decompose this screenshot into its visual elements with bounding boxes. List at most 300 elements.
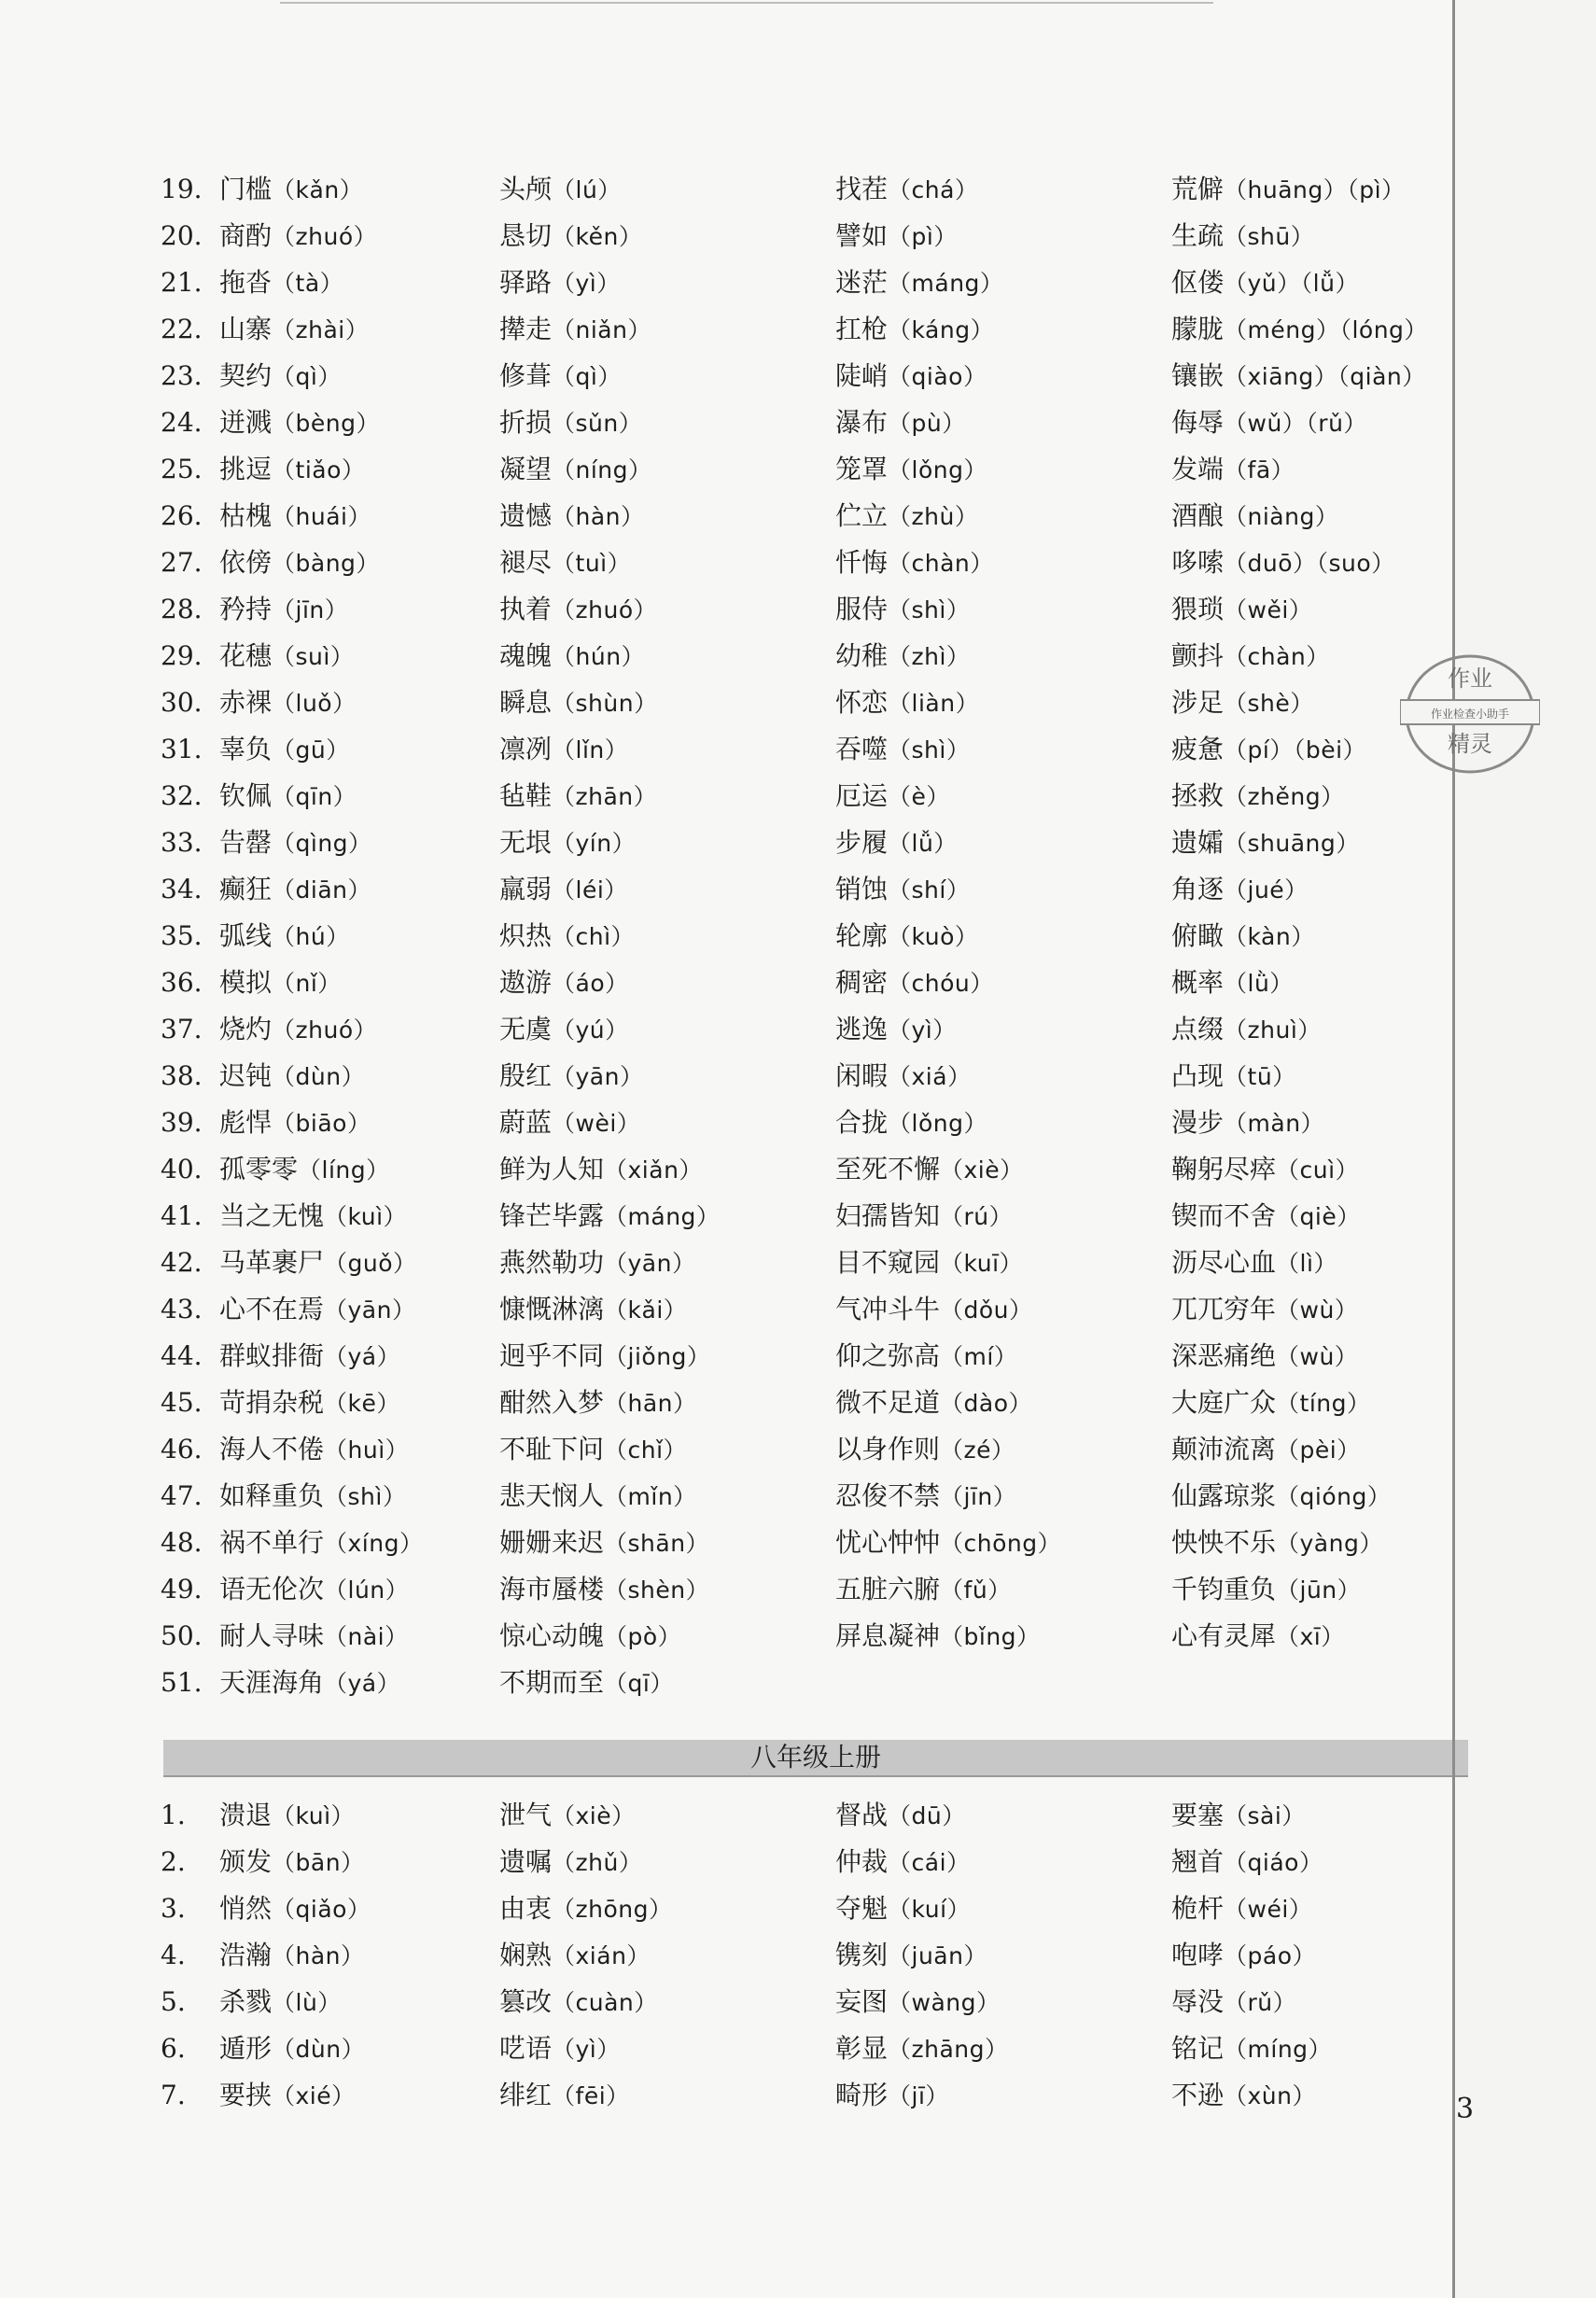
pinyin: （jiǒng） bbox=[604, 1343, 711, 1370]
pinyin: （xiǎn） bbox=[604, 1156, 703, 1184]
pinyin: （suì） bbox=[272, 643, 355, 670]
vocab-entry bbox=[219, 306, 369, 354]
vocab-entry bbox=[1171, 1426, 1361, 1474]
vocab-entry bbox=[219, 1053, 365, 1100]
row-number: 35. bbox=[161, 920, 203, 951]
pinyin: （lǚ） bbox=[888, 830, 958, 857]
pinyin: （qiáo） bbox=[1224, 1849, 1323, 1876]
vocab-word: 鞠躬尽瘁 bbox=[1171, 1154, 1277, 1184]
vocab-entry bbox=[1171, 1979, 1296, 2026]
vocab-entry bbox=[835, 399, 966, 447]
vocab-word: 生疏 bbox=[1171, 220, 1225, 251]
pinyin: （tuì） bbox=[552, 550, 632, 577]
vocab-word: 迥乎不同 bbox=[499, 1340, 605, 1371]
vocab-word: 桅杆 bbox=[1171, 1893, 1225, 1924]
vocab-word: 山寨 bbox=[219, 314, 273, 344]
pinyin: （yú） bbox=[552, 1016, 629, 1044]
pinyin: （yān） bbox=[324, 1296, 416, 1324]
vocab-word: 伛偻 bbox=[1171, 267, 1225, 298]
pinyin: （kuì） bbox=[272, 1802, 356, 1829]
pinyin: （qī） bbox=[604, 1670, 674, 1697]
vocab-word: 溃退 bbox=[219, 1800, 273, 1830]
vocab-word: 夺魁 bbox=[835, 1893, 889, 1924]
vocab-word: 至死不懈 bbox=[835, 1154, 941, 1184]
row-number: 7. bbox=[161, 2080, 186, 2110]
vocab-word: 心有灵犀 bbox=[1171, 1620, 1277, 1651]
pinyin: （mí） bbox=[940, 1343, 1018, 1370]
vocab-entry bbox=[499, 1333, 710, 1380]
vocab-word: 怏怏不乐 bbox=[1171, 1527, 1277, 1558]
pinyin: （pí）（bèi） bbox=[1224, 736, 1367, 764]
vocab-entry bbox=[1171, 1932, 1316, 1980]
row-number: 26. bbox=[161, 500, 203, 531]
vocab-entry bbox=[219, 960, 342, 1007]
pinyin: （wǔ）（rǔ） bbox=[1224, 410, 1367, 437]
pinyin: （zhuì） bbox=[1224, 1016, 1322, 1044]
pinyin: （lǐn） bbox=[552, 736, 629, 764]
pinyin: （shān） bbox=[604, 1530, 710, 1557]
vocab-entry bbox=[1171, 1839, 1323, 1886]
vocab-word: 修葺 bbox=[499, 360, 553, 391]
vocab-entry bbox=[219, 259, 343, 307]
vocab-word: 不逊 bbox=[1171, 2080, 1225, 2110]
homework-stamp-logo bbox=[1400, 644, 1540, 784]
pinyin: （zhāng） bbox=[888, 2036, 1009, 2063]
row-number: 22. bbox=[161, 314, 203, 344]
top-rule bbox=[280, 2, 1213, 4]
pinyin: （kuí） bbox=[888, 1896, 972, 1923]
pinyin: （bǐng） bbox=[940, 1623, 1041, 1650]
vocab-entry bbox=[1171, 1100, 1324, 1147]
vocab-entry bbox=[219, 1286, 415, 1334]
vocab-word: 酣然入梦 bbox=[499, 1387, 605, 1418]
vocab-entry bbox=[1171, 820, 1360, 867]
pinyin: （hú） bbox=[272, 923, 350, 950]
vocab-word: 篡改 bbox=[499, 1986, 553, 2017]
row-number: 44. bbox=[161, 1340, 203, 1371]
vocab-entry bbox=[219, 1333, 400, 1380]
pinyin: （bān） bbox=[272, 1849, 365, 1876]
pinyin: （yān） bbox=[552, 1063, 644, 1090]
pinyin: （gū） bbox=[272, 736, 350, 764]
vocab-word: 忧心忡忡 bbox=[835, 1527, 941, 1558]
pinyin: （tū） bbox=[1224, 1063, 1296, 1090]
vocab-word: 妄图 bbox=[835, 1986, 889, 2017]
stamp-top-text: 作业 bbox=[1448, 666, 1492, 692]
vocab-word: 深恶痛绝 bbox=[1171, 1340, 1277, 1371]
vocab-word: 呓语 bbox=[499, 2033, 553, 2064]
pinyin: （shì） bbox=[888, 596, 971, 624]
stamp-middle-text: 作业检查小助手 bbox=[1430, 708, 1510, 721]
vocab-word: 妇孺皆知 bbox=[835, 1200, 941, 1231]
row-number: 4. bbox=[161, 1940, 186, 1970]
vocab-entry bbox=[499, 913, 635, 960]
vocab-word: 瀑布 bbox=[835, 407, 889, 438]
vocab-entry bbox=[219, 1613, 409, 1660]
row-number: 47. bbox=[161, 1480, 203, 1511]
vocab-word: 悄然 bbox=[219, 1893, 273, 1924]
vocab-entry bbox=[499, 1193, 720, 1240]
vocab-word: 怀恋 bbox=[835, 687, 889, 718]
vocab-entry bbox=[835, 1932, 987, 1980]
pinyin: （lú） bbox=[552, 176, 622, 203]
vocab-entry bbox=[835, 353, 987, 400]
pinyin: （lǒng） bbox=[888, 456, 987, 483]
pinyin: （pò） bbox=[604, 1623, 682, 1650]
vocab-word: 折损 bbox=[499, 407, 553, 438]
row-number: 41. bbox=[161, 1200, 203, 1231]
vocab-entry bbox=[219, 1839, 365, 1886]
row-number: 2. bbox=[161, 1846, 186, 1877]
vocab-entry bbox=[219, 1100, 371, 1147]
vocab-word: 遗憾 bbox=[499, 500, 553, 531]
vocab-word: 疲惫 bbox=[1171, 734, 1225, 764]
pinyin: （wàng） bbox=[888, 1989, 1001, 2016]
vocab-entry bbox=[499, 1380, 697, 1427]
vocab-word: 发端 bbox=[1171, 454, 1225, 484]
vocab-entry bbox=[1171, 773, 1345, 820]
row-number: 39. bbox=[161, 1107, 203, 1138]
pinyin: （dū） bbox=[888, 1802, 966, 1829]
vocab-entry bbox=[219, 1426, 409, 1474]
pinyin: （máng） bbox=[888, 270, 1004, 297]
vocab-entry bbox=[1171, 213, 1314, 260]
vocab-entry bbox=[1171, 446, 1295, 494]
pinyin: （zhěng） bbox=[1224, 783, 1345, 810]
pinyin: （níng） bbox=[552, 456, 652, 483]
vocab-word: 撵走 bbox=[499, 314, 553, 344]
vocab-entry bbox=[835, 773, 950, 820]
vocab-word: 绯红 bbox=[499, 2080, 553, 2110]
vocab-entry bbox=[1171, 1193, 1361, 1240]
vocab-entry bbox=[499, 1520, 709, 1567]
pinyin: （méng）（lóng） bbox=[1224, 316, 1428, 343]
vocab-word: 涉足 bbox=[1171, 687, 1225, 718]
vocab-word: 遨游 bbox=[499, 967, 553, 998]
vocab-entry bbox=[835, 1839, 971, 1886]
pinyin: （qiǎo） bbox=[272, 1896, 371, 1923]
pinyin: （qìng） bbox=[272, 830, 372, 857]
pinyin: （zhài） bbox=[272, 316, 370, 343]
vocab-word: 苛捐杂税 bbox=[219, 1387, 325, 1418]
vocab-word: 祸不单行 bbox=[219, 1527, 325, 1558]
pinyin: （liàn） bbox=[888, 690, 980, 717]
pinyin: （hàn） bbox=[272, 1942, 365, 1969]
vocab-word: 朦胧 bbox=[1171, 314, 1225, 344]
vocab-entry bbox=[499, 1932, 651, 1980]
pinyin: （huái） bbox=[272, 503, 371, 530]
row-number: 32. bbox=[161, 780, 203, 811]
vocab-word: 鲜为人知 bbox=[499, 1154, 605, 1184]
pinyin: （chàn） bbox=[1224, 643, 1330, 670]
vocab-word: 凸现 bbox=[1171, 1060, 1225, 1091]
pinyin: （míng） bbox=[1224, 2036, 1333, 2063]
vocab-entry bbox=[835, 1240, 1023, 1287]
pinyin: （fēi） bbox=[552, 2082, 630, 2109]
vocab-entry bbox=[1171, 2072, 1316, 2120]
pinyin: （wěi） bbox=[1224, 596, 1313, 624]
vocab-word: 伫立 bbox=[835, 500, 889, 531]
vocab-word: 彪悍 bbox=[219, 1107, 273, 1138]
pinyin: （zhǔ） bbox=[552, 1849, 643, 1876]
vocab-word: 翘首 bbox=[1171, 1846, 1225, 1877]
pinyin: （máng） bbox=[604, 1203, 721, 1230]
vocab-entry bbox=[835, 1286, 1033, 1334]
row-number: 31. bbox=[161, 734, 203, 764]
vocab-word: 迷茫 bbox=[835, 267, 889, 298]
vocab-entry bbox=[219, 866, 371, 914]
vocab-entry bbox=[219, 820, 372, 867]
pinyin: （pù） bbox=[888, 410, 966, 437]
pinyin: （chì） bbox=[552, 923, 636, 950]
vocab-word: 目不窥园 bbox=[835, 1247, 941, 1278]
vocab-word: 遗孀 bbox=[1171, 827, 1225, 858]
vocab-entry bbox=[499, 1053, 643, 1100]
vocab-word: 娴熟 bbox=[499, 1940, 553, 1970]
pinyin: （bàng） bbox=[272, 550, 380, 577]
row-number: 38. bbox=[161, 1060, 203, 1091]
vocab-word: 不期而至 bbox=[499, 1667, 605, 1698]
pinyin: （jīn） bbox=[940, 1483, 1017, 1510]
row-number: 29. bbox=[161, 640, 203, 671]
pinyin: （kǎn） bbox=[272, 176, 364, 203]
vocab-entry bbox=[499, 446, 652, 494]
pinyin: （lún） bbox=[324, 1576, 410, 1604]
vocab-word: 姗姗来迟 bbox=[499, 1527, 605, 1558]
pinyin: （niàng） bbox=[1224, 503, 1339, 530]
vocab-word: 咆哮 bbox=[1171, 1940, 1225, 1970]
pinyin: （guǒ） bbox=[324, 1250, 417, 1277]
vocab-word: 魂魄 bbox=[499, 640, 553, 671]
vocab-word: 镌刻 bbox=[835, 1940, 889, 1970]
vocab-word: 花穗 bbox=[219, 640, 273, 671]
vocab-word: 锋芒毕露 bbox=[499, 1200, 605, 1231]
pinyin: （rǔ） bbox=[1224, 1989, 1297, 2016]
vocab-entry bbox=[835, 820, 958, 867]
vocab-word: 恳切 bbox=[499, 220, 553, 251]
vocab-word: 泄气 bbox=[499, 1800, 553, 1830]
row-number: 46. bbox=[161, 1434, 203, 1464]
vocab-entry bbox=[499, 1566, 709, 1614]
vocab-word: 凝望 bbox=[499, 454, 553, 484]
vocab-entry bbox=[499, 213, 642, 260]
vocab-entry bbox=[499, 2072, 630, 2120]
vocab-word: 扛枪 bbox=[835, 314, 889, 344]
pinyin: （qì） bbox=[272, 363, 342, 390]
pinyin: （xùn） bbox=[1224, 2082, 1317, 2109]
vocab-word: 孤零零 bbox=[219, 1154, 299, 1184]
pinyin: （duō）（suo） bbox=[1224, 550, 1395, 577]
vocab-entry bbox=[835, 866, 970, 914]
row-number: 20. bbox=[161, 220, 203, 251]
vocab-word: 惊心动魄 bbox=[499, 1620, 605, 1651]
vocab-word: 颤抖 bbox=[1171, 640, 1225, 671]
vocab-entry bbox=[835, 1885, 971, 1933]
vocab-word: 迸溅 bbox=[219, 407, 273, 438]
vocab-word: 挑逗 bbox=[219, 454, 273, 484]
pinyin: （lì） bbox=[1276, 1250, 1337, 1277]
vocab-entry bbox=[835, 586, 970, 634]
vocab-entry bbox=[1171, 2025, 1332, 2073]
pinyin: （nài） bbox=[324, 1623, 409, 1650]
pinyin: （kǎi） bbox=[604, 1296, 688, 1324]
vocab-entry bbox=[499, 726, 628, 774]
vocab-entry bbox=[219, 1885, 371, 1933]
vocab-word: 褪尽 bbox=[499, 547, 553, 578]
vocab-entry bbox=[219, 1006, 377, 1054]
vocab-entry bbox=[219, 913, 350, 960]
row-number: 19. bbox=[161, 174, 203, 204]
vocab-entry bbox=[835, 913, 978, 960]
stamp-bottom-text: 精灵 bbox=[1448, 731, 1492, 757]
vocab-entry bbox=[219, 353, 342, 400]
pinyin: （cuàn） bbox=[552, 1989, 658, 2016]
pinyin: （kuī） bbox=[940, 1250, 1024, 1277]
pinyin: （yān） bbox=[604, 1250, 696, 1277]
vocab-word: 以身作则 bbox=[835, 1434, 941, 1464]
vocab-word: 忍俊不禁 bbox=[835, 1480, 941, 1511]
pinyin: （màn） bbox=[1224, 1110, 1325, 1137]
vocab-word: 厄运 bbox=[835, 780, 889, 811]
pinyin: （zhān） bbox=[552, 783, 658, 810]
vocab-word: 千钧重负 bbox=[1171, 1574, 1277, 1604]
vocab-word: 矜持 bbox=[219, 594, 273, 624]
vocab-entry bbox=[219, 1792, 355, 1840]
vocab-entry bbox=[835, 1792, 966, 1840]
pinyin: （sài） bbox=[1224, 1802, 1306, 1829]
pinyin: （kěn） bbox=[552, 223, 643, 250]
vocab-word: 执着 bbox=[499, 594, 553, 624]
pinyin: （biāo） bbox=[272, 1110, 371, 1137]
pinyin: （jīn） bbox=[272, 596, 349, 624]
vocab-word: 慷慨淋漓 bbox=[499, 1294, 605, 1324]
pinyin: （shí） bbox=[888, 876, 971, 904]
page-number: 3 bbox=[1456, 2093, 1475, 2125]
pinyin: （wù） bbox=[1276, 1296, 1359, 1324]
vocab-word: 不耻下问 bbox=[499, 1434, 605, 1464]
vocab-entry bbox=[1171, 353, 1426, 400]
pinyin: （zhuó） bbox=[272, 1016, 378, 1044]
pinyin: （yín） bbox=[552, 830, 637, 857]
vocab-entry bbox=[835, 1979, 1001, 2026]
pinyin: （léi） bbox=[552, 876, 628, 904]
vocab-entry bbox=[835, 1100, 987, 1147]
vocab-entry bbox=[835, 1473, 1016, 1520]
vocab-entry bbox=[835, 1426, 1015, 1474]
vocab-word: 海市蜃楼 bbox=[499, 1574, 605, 1604]
vocab-word: 步履 bbox=[835, 827, 889, 858]
vocab-word: 殷红 bbox=[499, 1060, 553, 1091]
pinyin: （pì） bbox=[888, 223, 958, 250]
vocab-word: 酒酿 bbox=[1171, 500, 1225, 531]
row-number: 24. bbox=[161, 407, 203, 438]
vocab-word: 忏悔 bbox=[835, 547, 889, 578]
vocab-entry bbox=[499, 1146, 703, 1194]
vocab-word: 合拢 bbox=[835, 1107, 889, 1138]
row-number: 6. bbox=[161, 2033, 186, 2064]
vocab-entry bbox=[219, 1520, 423, 1567]
pinyin: （luǒ） bbox=[272, 690, 357, 717]
vocab-word: 遁形 bbox=[219, 2033, 273, 2064]
vocab-word: 气冲斗牛 bbox=[835, 1294, 941, 1324]
pinyin: （chá） bbox=[888, 176, 979, 203]
pinyin: （yǔ）（lǚ） bbox=[1224, 270, 1359, 297]
vocab-word: 烧灼 bbox=[219, 1014, 273, 1044]
vocab-entry bbox=[1171, 1473, 1391, 1520]
vocab-entry bbox=[219, 1193, 407, 1240]
vocab-entry bbox=[499, 1792, 636, 1840]
vocab-entry bbox=[1171, 680, 1314, 727]
pinyin: （hān） bbox=[604, 1390, 697, 1417]
vocab-entry bbox=[219, 446, 365, 494]
vocab-word: 头颅 bbox=[499, 174, 553, 204]
vocab-word: 当之无愧 bbox=[219, 1200, 325, 1231]
vocab-word: 契约 bbox=[219, 360, 273, 391]
pinyin: （zhuó） bbox=[552, 596, 658, 624]
vocab-entry bbox=[835, 1146, 1024, 1194]
vocab-entry bbox=[1171, 586, 1312, 634]
row-number: 28. bbox=[161, 594, 203, 624]
pinyin: （yá） bbox=[324, 1343, 401, 1370]
vocab-word: 侮辱 bbox=[1171, 407, 1225, 438]
vocab-word: 五脏六腑 bbox=[835, 1574, 941, 1604]
vocab-entry bbox=[219, 399, 380, 447]
vocab-word: 凛冽 bbox=[499, 734, 553, 764]
vocab-entry bbox=[835, 2072, 949, 2120]
vocab-word: 辜负 bbox=[219, 734, 273, 764]
pinyin: （qì） bbox=[552, 363, 622, 390]
vocab-word: 屏息凝神 bbox=[835, 1620, 941, 1651]
vocab-word: 拖沓 bbox=[219, 267, 273, 298]
pinyin: （xiè） bbox=[552, 1802, 636, 1829]
vocab-entry bbox=[1171, 960, 1294, 1007]
pinyin: （rú） bbox=[940, 1203, 1014, 1230]
vocab-word: 迟钝 bbox=[219, 1060, 273, 1091]
vocab-entry bbox=[219, 1146, 390, 1194]
vocab-entry bbox=[219, 633, 354, 680]
vocab-word: 颁发 bbox=[219, 1846, 273, 1877]
vocab-entry bbox=[499, 493, 645, 540]
vocab-word: 畸形 bbox=[835, 2080, 889, 2110]
pinyin: （kuì） bbox=[324, 1203, 408, 1230]
vocab-entry bbox=[1171, 259, 1359, 307]
vocab-word: 铭记 bbox=[1171, 2033, 1225, 2064]
pinyin: （wù） bbox=[1276, 1343, 1359, 1370]
pinyin: （xíng） bbox=[324, 1530, 424, 1557]
vocab-entry bbox=[1171, 726, 1366, 774]
pinyin: （è） bbox=[888, 783, 950, 810]
vocab-entry bbox=[219, 1380, 400, 1427]
pinyin: （qīn） bbox=[272, 783, 357, 810]
vocab-word: 由衷 bbox=[499, 1893, 553, 1924]
pinyin: （niǎn） bbox=[552, 316, 651, 343]
pinyin: （chǐ） bbox=[604, 1436, 688, 1464]
vocab-word: 拯救 bbox=[1171, 780, 1225, 811]
pinyin: （kàn） bbox=[1224, 923, 1315, 950]
pinyin: （hún） bbox=[552, 643, 646, 670]
vocab-entry bbox=[499, 773, 657, 820]
pinyin: （zhì） bbox=[888, 643, 971, 670]
section-header: 八年级上册 bbox=[163, 1740, 1468, 1777]
vocab-word: 仲裁 bbox=[835, 1846, 889, 1877]
pinyin: （cuì） bbox=[1276, 1156, 1360, 1184]
vocab-word: 角逐 bbox=[1171, 874, 1225, 904]
vocab-entry bbox=[835, 1520, 1061, 1567]
vocab-entry bbox=[1171, 1240, 1337, 1287]
vocab-entry bbox=[835, 960, 994, 1007]
vocab-word: 笼罩 bbox=[835, 454, 889, 484]
vocab-word: 猥琐 bbox=[1171, 594, 1225, 624]
